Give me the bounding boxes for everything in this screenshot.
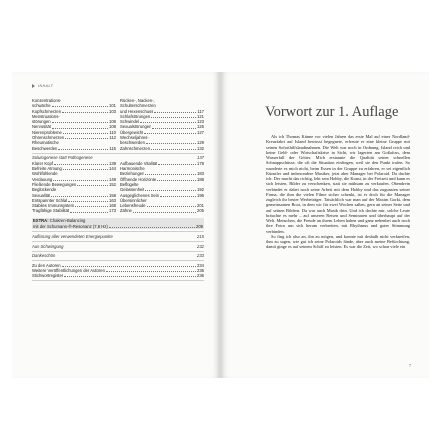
toc-entry: [32, 208, 116, 213]
toc-entry-title: Ausgeglichenes Sein: [120, 192, 160, 198]
toc-right-column-2: [120, 161, 204, 214]
toc-entry-title: Beflügelte: [120, 181, 139, 187]
header-label: INHALT: [38, 84, 54, 88]
toc-entry-title: Beschwerden: [32, 145, 58, 151]
toc-entry-title: Wechseljahres-: [120, 135, 149, 141]
toc-entry-page: 201: [197, 203, 204, 209]
book-spread: [12, 72, 429, 378]
toc-entry-title: Schlafstörungen: [120, 113, 151, 119]
page-header: [32, 84, 53, 88]
foreword-paragraph: So fing ich also an, ihn zu mögen, und konnte mit deshalb nicht verkneifen, ihm zu sagen, wie gut ich seine Polaroids fände, aber auch meine Befürchtung, damit ginge es auf seinem Schiff zu leisten. Es war die Zeit, wo schon viele ein: [266, 233, 410, 250]
toc-sections: [32, 231, 204, 258]
toc-entry-page: 117: [197, 108, 204, 114]
toc-section-heading: [32, 153, 204, 161]
toc-entry-page: 125: [197, 124, 204, 130]
toc-entry-title: Entspannter Schlaf: [32, 197, 68, 203]
toc-entry-title: Beziehungen: [120, 171, 145, 177]
toc-entry-page: 188: [197, 176, 204, 182]
toc-entry-page: 152: [109, 181, 116, 187]
foreword-title: Vorwort zur 1. Auflage: [265, 104, 399, 120]
toc-entry: [32, 273, 204, 278]
toc-entry-page: 205: [197, 208, 204, 214]
toc-block-1: [32, 98, 204, 151]
section-title: Aus-Schwingung: [32, 243, 64, 249]
toc-entry-title: Stichwortregister: [32, 273, 64, 279]
section-page: 215: [197, 233, 204, 239]
toc-entry-title: Öffnende Horizonte: [120, 176, 157, 182]
toc-entry-page: 236: [197, 273, 204, 279]
toc-entry-title: Konzentrations-: [32, 98, 62, 103]
toc-entry-title: Zähne: [120, 208, 132, 214]
toc-entry-page: 163: [109, 197, 116, 203]
toc-entry-title: Tragfähige Stabilität: [32, 208, 70, 214]
toc-entry-page: 158: [109, 192, 116, 198]
toc-entry-title: Gelassenheit: [120, 187, 145, 193]
toc-entry-title: Sexualität: [32, 192, 51, 198]
toc-entry: [120, 208, 204, 213]
extra-page: 209: [196, 223, 203, 229]
toc-entry-page: 192: [197, 187, 204, 193]
toc-entry-page: 123: [197, 119, 204, 125]
toc-entry-page: 115: [109, 145, 116, 151]
foreword-body: [266, 134, 410, 250]
toc-entry-page: 112: [109, 135, 116, 141]
toc-entry-title: Verdauung: [32, 176, 53, 182]
toc-entry-title: Beglückende: [32, 187, 57, 193]
toc-entry-page: 144: [109, 166, 116, 172]
section-page: 137: [197, 155, 204, 161]
toc-entry-title: Schulterschmerzen: [120, 103, 156, 109]
toc-entry-page: 127: [197, 129, 204, 135]
toc-entry-page: 148: [109, 176, 116, 182]
toc-entry-title: Übersinnlicher: [120, 197, 147, 203]
toc-entry-title: und Hexenschuss: [120, 108, 154, 114]
section-page: 233: [197, 253, 204, 259]
toc-entry-title: Lebensfreude: [120, 203, 146, 209]
toc-entry-page: 178: [197, 160, 204, 166]
toc-entry-title: beschwerden: [120, 140, 145, 146]
toc-entry-page: 132: [197, 145, 204, 151]
toc-entry-page: 173: [109, 208, 116, 214]
toc-entry-title: Nervosität: [32, 124, 51, 130]
toc-section-heading: [32, 231, 204, 239]
extra-box: [32, 218, 204, 230]
toc-entry-title: störungen: [32, 119, 51, 125]
toc-entry-title: Zahnschmerzen: [120, 145, 151, 151]
section-title: Solutogenese statt Pathogenese: [32, 155, 93, 161]
toc-left-column-2: [32, 161, 116, 214]
toc-entry-title: Sexualstörungen: [120, 124, 152, 130]
extra-subtitle: mit der Schumann-®-Resonanz (7,8 Hz): [33, 223, 108, 229]
toc-entry-title: Befreite Atmung: [32, 166, 62, 172]
toc-entry-title: Weitere Veröffentlichungen der Autoren: [32, 268, 105, 274]
toc-entry-page: 168: [109, 203, 116, 209]
left-page: [12, 72, 220, 378]
section-page: 232: [197, 243, 204, 249]
toc-entry-page: 121: [197, 113, 204, 119]
toc-entry-title: Rücken-, Nacken-,: [120, 98, 155, 103]
toc-entry-title: Menstruations-: [32, 113, 60, 119]
toc-entry: [32, 146, 116, 151]
page-number: 7: [409, 363, 411, 368]
toc-left-column: [32, 98, 116, 151]
toc-entry-page: 108: [109, 124, 116, 130]
extra-tag: EXTRA:: [33, 218, 49, 224]
toc-entry-title: Wohlfühlende: [32, 171, 58, 177]
toc-entry-title: Klarer Kopf: [32, 160, 53, 166]
arrow-icon: [32, 84, 35, 88]
section-title: Auflistung aller verwendeten Energiepunkte: [32, 233, 113, 239]
table-of-contents: [32, 98, 204, 281]
toc-entry-title: Zu den Autoren: [32, 262, 61, 268]
toc-entry-page: 110: [109, 129, 116, 135]
toc-block-2: [32, 161, 204, 214]
toc-entry-page: 183: [197, 171, 204, 177]
toc-entry-page: 101: [109, 103, 116, 109]
toc-entry: [120, 146, 204, 151]
toc-entry-title: schwäche: [32, 103, 51, 109]
toc-entry-title: Harmonische: [120, 166, 145, 172]
toc-entry-title: Stabiles Immunsystem: [32, 203, 75, 209]
right-page: [221, 72, 429, 378]
toc-entry-page: 129: [197, 140, 204, 146]
toc-entry-title: Schwindel: [120, 119, 140, 125]
toc-entry-page: 106: [109, 119, 116, 125]
toc-entry-title: Ohrenschmerzen: [32, 135, 65, 141]
toc-entry-title: Nierenprobleme: [32, 129, 62, 135]
toc-entry-page: 235: [197, 268, 204, 274]
toc-entry-title: Übergewicht: [120, 129, 144, 135]
extra-title: Chakren-Balancing: [49, 218, 86, 224]
foreword-paragraph: Als ich Thomas Künne vor vielen Jahren das erste Mal auf einer Nordland-Kreuzfahrt auf Island bewusst begegnete, erfreute er eine kleine Gruppe mit seinen Soforthilfslaudtnahmen. Die Welt war noch in Ordnung, Island reich und keine Geld- oder Wirtschaftskrise in Sicht, wir lagerten am Goßafoss, dem Wasserfall der Götter. Mich erstaunte die Qualität seiner schnellen Schnappschüsse, die oft die Situation einfingen, weil sie den Punkt trafen. So wunderte es mich nicht, beim Essen in der Gruppe zu erfahren, er sei eigentlich Künstler und imbesondere Musiker, jetzt aber Manager bei Polaroid. Da dachte ich: Der macht das richtig, lebt sein Hobby, die Kunst, in der Freizeit und kann es sich leisten, Bilder zu verschenken, statt sie mühsam zu verkaufen. Obendrein verbindet er dabei noch seine Arbeit mit dem Hobby und das zugunsten seiner Firma, die ihm die vielen Filme sicher schenkt, ist er doch für die Manager zugleich ihr bester Werbeträger. Tatsächlich war man auf der Maxim Gorki, dem gemeinsamen Boot, in dem wir für zwei Wochen saßen, gern an seiner Seite und auf seinen Bildern. Da war auch Musik drin. Und ich dachte mir, solche Leute bräuchte es mehr – auf unseren Reisen und Seminaren und überhaupt auf der Welt. Menschen, die Freude an ihrem Leben haben und ganz nebenbei auch noch ihre Fotos um sich herum verbreiten, mit Rhythmus und guter Stimmung verbinden.: [266, 134, 410, 234]
toc-section-heading: [32, 251, 204, 259]
toc-entry-title: Fließende Bewegungen: [32, 181, 77, 187]
toc-entry-page: 139: [109, 160, 116, 166]
section-title: Dankeschön: [32, 253, 56, 259]
toc-entry-page: 234: [197, 262, 204, 268]
toc-end-rows: [32, 263, 204, 279]
toc-entry-title: Rheumatische: [32, 140, 59, 146]
toc-entry-title: Aufbauende Vitalität: [120, 160, 158, 166]
toc-entry-page: 196: [197, 192, 204, 198]
toc-entry-title: Kopfschmerzen: [32, 108, 62, 114]
toc-right-column: [120, 98, 204, 151]
toc-section-heading: [32, 241, 204, 249]
toc-entry-page: 103: [109, 108, 116, 114]
